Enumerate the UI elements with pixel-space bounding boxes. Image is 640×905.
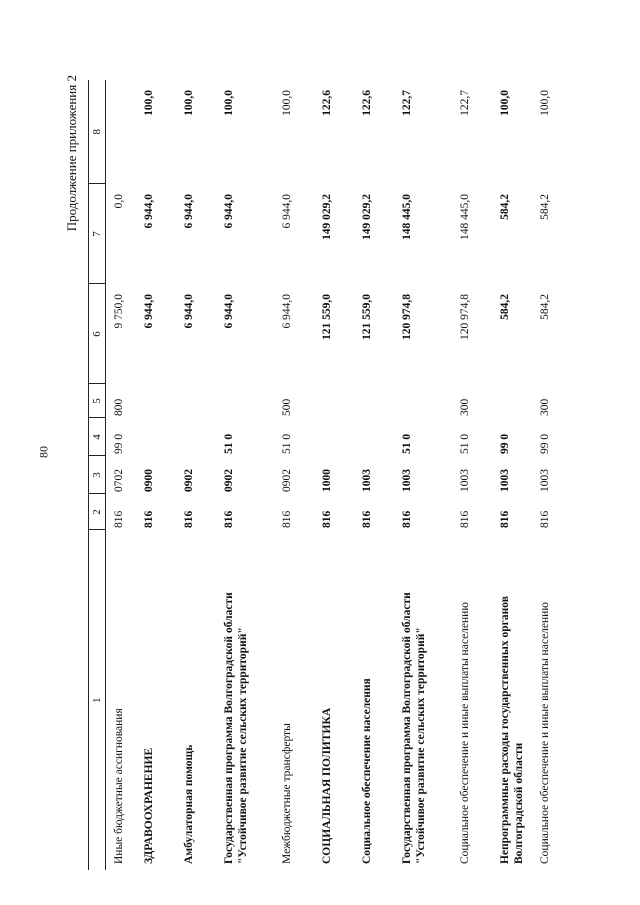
page-number: 80	[36, 446, 51, 458]
column-header: 7	[89, 184, 106, 284]
admin-code-cell: 816	[361, 510, 373, 528]
plan-amount-cell: 6 944,0	[281, 294, 293, 329]
percent-cell: 100,0	[143, 90, 155, 116]
table-row	[354, 80, 394, 870]
section-cell: 0900	[143, 469, 155, 492]
target-item-cell	[314, 418, 354, 456]
percent-cell: 100,0	[539, 90, 551, 116]
table-row	[532, 80, 562, 870]
actual-amount-cell: 6 944,0	[281, 194, 293, 229]
column-header: 5	[89, 384, 106, 418]
actual-amount-cell: 148 445,0	[401, 194, 413, 240]
row-name-cell: Амбулаторная помощь	[183, 744, 195, 864]
plan-amount-cell: 120 974,8	[401, 294, 413, 340]
target-item-cell: 99 0	[499, 433, 511, 454]
table-row	[394, 80, 452, 870]
percent-cell	[106, 80, 137, 184]
column-number-row	[89, 80, 106, 870]
plan-amount-cell: 9 750,0	[113, 294, 125, 329]
actual-amount-cell: 584,2	[539, 194, 551, 220]
table-row	[106, 80, 137, 870]
column-header: 6	[89, 284, 106, 384]
column-header: 1	[89, 530, 106, 870]
column-header: 4	[89, 418, 106, 456]
table-row	[274, 80, 314, 870]
plan-amount-cell: 121 559,0	[321, 294, 333, 340]
target-item-cell: 51 0	[223, 433, 235, 454]
percent-cell: 122,6	[361, 90, 373, 116]
admin-code-cell: 816	[113, 510, 125, 528]
row-name-cell: ЗДРАВООХРАНЕНИЕ	[143, 747, 155, 864]
expense-type-cell	[394, 384, 452, 418]
plan-amount-cell: 584,2	[499, 294, 511, 320]
percent-cell: 100,0	[183, 90, 195, 116]
percent-cell: 122,7	[401, 90, 413, 116]
admin-code-cell: 816	[321, 510, 333, 528]
table-row	[314, 80, 354, 870]
row-name-cell: СОЦИАЛЬНАЯ ПОЛИТИКА	[321, 707, 333, 864]
admin-code-cell: 816	[499, 510, 511, 528]
plan-amount-cell: 584,2	[539, 294, 551, 320]
target-item-cell	[176, 418, 216, 456]
actual-amount-cell: 6 944,0	[223, 194, 235, 229]
percent-cell: 122,7	[459, 90, 471, 116]
plan-amount-cell: 120 974,8	[459, 294, 471, 340]
actual-amount-cell: 149 029,2	[321, 194, 333, 240]
column-header: 3	[89, 456, 106, 494]
row-name-cell: Социальное обеспечение и иные выплаты населению	[459, 602, 471, 864]
continuation-label: Продолжение приложения 2	[64, 75, 79, 232]
target-item-cell: 99 0	[113, 433, 125, 454]
section-cell: 1003	[499, 469, 511, 492]
plan-amount-cell: 6 944,0	[143, 294, 155, 329]
actual-amount-cell: 148 445,0	[459, 194, 471, 240]
admin-code-cell: 816	[539, 510, 551, 528]
column-header: 2	[89, 494, 106, 530]
actual-amount-cell: 6 944,0	[143, 194, 155, 229]
admin-code-cell: 816	[401, 510, 413, 528]
target-item-cell: 51 0	[281, 433, 293, 454]
expense-type-cell: 300	[459, 398, 471, 416]
plan-amount-cell: 121 559,0	[361, 294, 373, 340]
percent-cell: 100,0	[223, 90, 235, 116]
section-cell: 0902	[281, 469, 293, 492]
row-name-cell: Социальное обеспечение и иные выплаты населению	[539, 602, 551, 864]
budget-table	[88, 80, 562, 870]
admin-code-cell: 816	[183, 510, 195, 528]
expense-type-cell	[216, 384, 274, 418]
actual-amount-cell: 0,0	[113, 194, 125, 209]
actual-amount-cell: 584,2	[499, 194, 511, 220]
target-item-cell	[136, 418, 176, 456]
percent-cell: 122,6	[321, 90, 333, 116]
section-cell: 1003	[361, 469, 373, 492]
row-name-cell: Государственная программа Волгоградской области "Устойчивое развитие сельских территорий"	[401, 592, 427, 864]
actual-amount-cell: 6 944,0	[183, 194, 195, 229]
section-cell: 1003	[401, 469, 413, 492]
row-name-cell: Межбюджетные трансферты	[281, 723, 293, 864]
row-name-cell: Непрограммные расходы государственных органов Волгоградской области	[499, 596, 525, 864]
expense-type-cell	[176, 384, 216, 418]
expense-type-cell: 500	[281, 398, 293, 416]
percent-cell: 100,0	[281, 90, 293, 116]
expense-type-cell	[354, 384, 394, 418]
target-item-cell: 51 0	[401, 433, 413, 454]
plan-amount-cell: 6 944,0	[183, 294, 195, 329]
table-row	[492, 80, 532, 870]
table-row	[452, 80, 492, 870]
plan-amount-cell: 6 944,0	[223, 294, 235, 329]
expense-type-cell	[136, 384, 176, 418]
table-row	[216, 80, 274, 870]
row-name-cell: Иные бюджетные ассигнования	[113, 708, 125, 864]
section-cell: 1000	[321, 469, 333, 492]
expense-type-cell	[314, 384, 354, 418]
admin-code-cell: 816	[143, 510, 155, 528]
expense-type-cell: 800	[113, 398, 125, 416]
target-item-cell: 51 0	[459, 433, 471, 454]
table-row	[136, 80, 176, 870]
admin-code-cell: 816	[459, 510, 471, 528]
column-header: 8	[89, 80, 106, 184]
percent-cell: 100,0	[499, 90, 511, 116]
section-cell: 0702	[113, 469, 125, 492]
expense-type-cell	[492, 384, 532, 418]
row-name-cell: Социальное обеспечение населения	[361, 678, 373, 864]
admin-code-cell: 816	[223, 510, 235, 528]
actual-amount-cell: 149 029,2	[361, 194, 373, 240]
target-item-cell: 99 0	[539, 433, 551, 454]
row-name-cell: Государственная программа Волгоградской области "Устойчивое развитие сельских территорий"	[223, 592, 249, 864]
section-cell: 1003	[459, 469, 471, 492]
table-body	[106, 80, 563, 870]
expense-type-cell: 300	[539, 398, 551, 416]
target-item-cell	[354, 418, 394, 456]
section-cell: 0902	[223, 469, 235, 492]
section-cell: 0902	[183, 469, 195, 492]
admin-code-cell: 816	[281, 510, 293, 528]
section-cell: 1003	[539, 469, 551, 492]
table-row	[176, 80, 216, 870]
rotated-document-sheet	[60, 40, 580, 870]
